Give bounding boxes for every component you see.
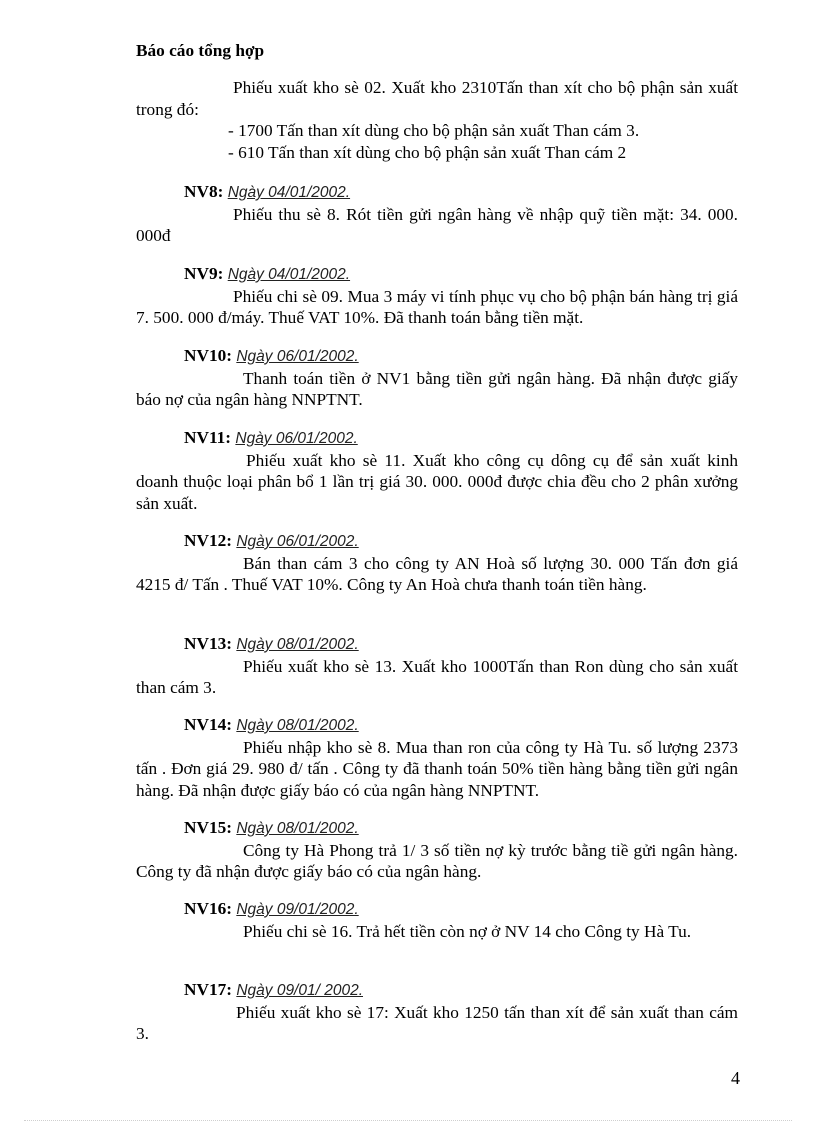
entry-code: NV16:	[184, 899, 232, 918]
entry-code: NV11:	[184, 428, 232, 447]
entry-text: Phiếu xuất kho sè 17: Xuất kho 1250 tấn than xít để sản xuất than cám 3.	[136, 1002, 738, 1043]
entry-text: Phiếu chi sè 16. Trả hết tiền còn nợ ở NV 14 cho Công ty Hà Tu.	[243, 921, 692, 941]
entry-text: Công ty Hà Phong trả 1/ 3 số tiền nợ kỳ trước bằng tiề gửi ngân hàng. Công ty đã nhận được giấy báo có của ngân hàng.	[136, 840, 738, 881]
entry-nv10	[136, 345, 738, 411]
intro-bullet: - 610 Tấn than xít dùng cho bộ phận sản xuất Than cám 2	[228, 142, 627, 162]
entry-text: Thanh toán tiền ở NV1 bằng tiền gửi ngân hàng. Đã nhận được giấy báo nợ của ngân hàng NNPTNT.	[136, 368, 738, 409]
entry-date: Ngày 08/01/2002.	[236, 820, 359, 837]
entry-code: NV10:	[184, 346, 232, 365]
entry-code: NV12:	[184, 531, 232, 550]
entry-nv16	[136, 898, 738, 942]
entry-code: NV9:	[184, 264, 224, 283]
intro-paragraph: Phiếu xuất kho sè 02. Xuất kho 2310Tấn than xít cho bộ phận sản xuất trong đó:	[136, 78, 738, 119]
entry-date: Ngày 04/01/2002.	[227, 184, 351, 201]
entry-nv15	[136, 817, 738, 883]
entry-code: NV13:	[184, 634, 232, 653]
entry-nv13	[136, 633, 738, 699]
page-number: 4	[731, 1068, 740, 1088]
intro-block	[136, 77, 738, 163]
entry-date: Ngày 06/01/2002.	[236, 533, 359, 550]
entry-nv14	[136, 714, 738, 801]
entry-code: NV15:	[184, 818, 232, 837]
page-title: Báo cáo tổng hợp	[136, 41, 265, 60]
entry-date: Ngày 06/01/2002.	[236, 348, 359, 365]
entry-heading	[136, 817, 738, 840]
entry-date: Ngày 04/01/2002.	[227, 266, 351, 283]
entry-nv9	[136, 263, 738, 329]
entry-heading	[136, 345, 738, 368]
intro-bullet: - 1700 Tấn than xít dùng cho bộ phận sản xuất Than cám 3.	[228, 121, 640, 140]
entry-heading	[136, 898, 738, 921]
entry-code: NV14:	[184, 715, 232, 734]
entry-heading	[136, 181, 738, 204]
entry-date: Ngày 08/01/2002.	[236, 717, 359, 734]
entry-heading	[136, 979, 738, 1002]
entry-heading	[136, 427, 738, 450]
entry-text: Phiếu xuất kho sè 13. Xuất kho 1000Tấn than Ron dùng cho sản xuất than cám 3.	[136, 656, 738, 697]
entry-nv11	[136, 427, 738, 514]
entry-text: Phiếu nhập kho sè 8. Mua than ron của công ty Hà Tu. số lượng 2373 tấn . Đơn giá 29. 980 đ/ tấn . Công ty đã thanh toán 50% tiền hàng bằng tiền gửi ngân hàng. Đã nhận được giấy báo có của ngân hàng NNPTNT.	[136, 737, 738, 800]
entry-date: Ngày 06/01/2002.	[235, 430, 358, 447]
entry-heading	[136, 633, 738, 656]
footer-divider	[24, 1120, 792, 1121]
entry-date: Ngày 09/01/2002.	[236, 901, 359, 918]
entry-nv8	[136, 181, 738, 247]
entry-nv17	[136, 979, 738, 1045]
entry-text: Phiếu chi sè 09. Mua 3 máy vi tính phục vụ cho bộ phận bán hàng trị giá 7. 500. 000 đ/máy. Thuế VAT 10%. Đã thanh toán bằng tiền mặt.	[136, 286, 738, 327]
entry-text: Phiếu thu sè 8. Rót tiền gửi ngân hàng về nhập quỹ tiền mặt: 34. 000. 000đ	[136, 204, 738, 245]
entry-heading	[136, 714, 738, 737]
entry-code: NV8:	[184, 182, 224, 201]
entry-date: Ngày 09/01/ 2002.	[236, 982, 364, 999]
entry-nv12	[136, 530, 738, 596]
entry-date: Ngày 08/01/2002.	[236, 636, 359, 653]
entry-heading	[136, 263, 738, 286]
entry-text: Bán than cám 3 cho công ty AN Hoà số lượng 30. 000 Tấn đơn giá 4215 đ/ Tấn . Thuế VAT 10%. Công ty An Hoà chưa thanh toán tiền hàng.	[136, 553, 738, 594]
entry-text: Phiếu xuất kho sè 11. Xuất kho công cụ dông cụ để sản xuất kinh doanh thuộc loại phân bổ 1 lần trị giá 30. 000. 000đ được chia đều cho 2 phân xưởng sản xuất.	[136, 450, 738, 513]
entry-heading	[136, 530, 738, 553]
entry-code: NV17:	[184, 980, 232, 999]
